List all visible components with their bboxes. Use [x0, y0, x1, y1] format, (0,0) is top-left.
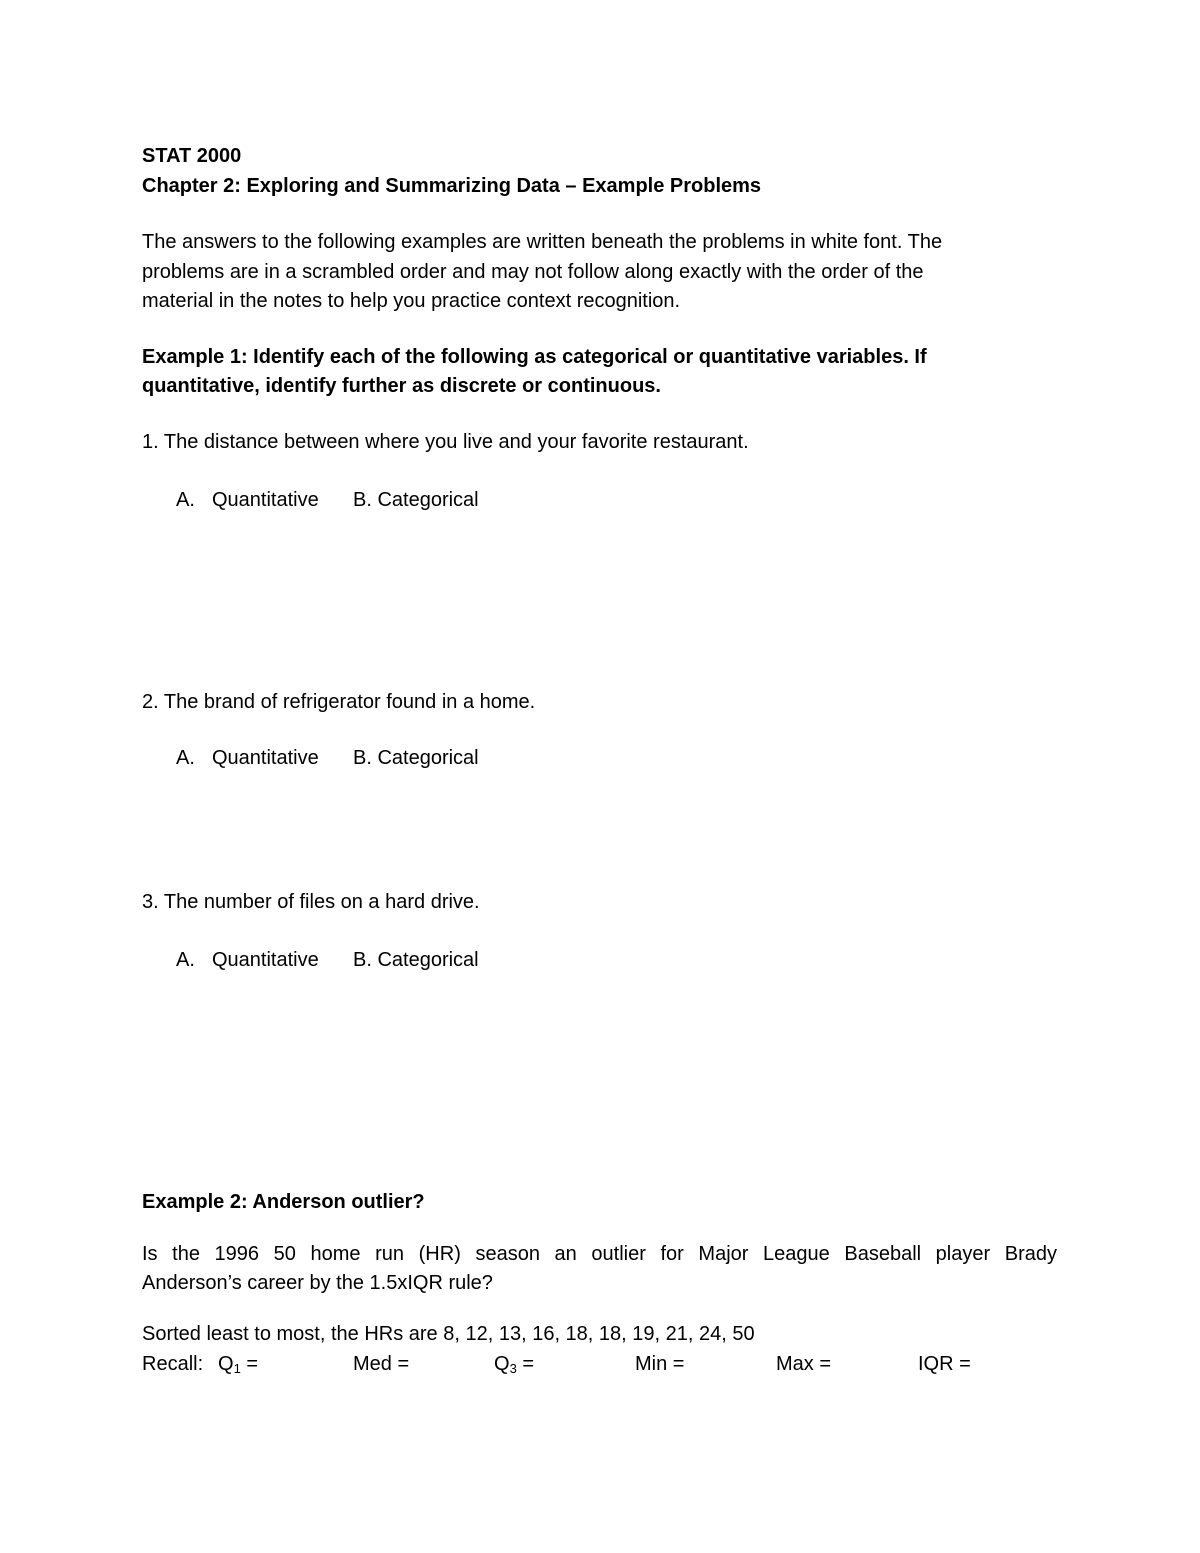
- recall-row: [142, 1349, 1062, 1379]
- question-2-choice-a: Quantitative: [212, 747, 319, 769]
- recall-q1-letter: Q: [218, 1353, 234, 1375]
- question-3-choice-a: Quantitative: [212, 949, 319, 971]
- sorted-data-line: Sorted least to most, the HRs are 8, 12, 13, 16, 18, 18, 19, 21, 24, 50: [142, 1323, 755, 1345]
- question-1-choice-b: B. Categorical: [353, 489, 479, 511]
- recall-q3-subscript: 3: [509, 1361, 517, 1376]
- example1-heading-line-1: Example 1: Identify each of the following as categorical or quantitative variables. If: [142, 346, 927, 368]
- question-2-prompt: 2. The brand of refrigerator found in a home.: [142, 691, 536, 713]
- question-3-choice-b: B. Categorical: [353, 949, 479, 971]
- question-2-choice-a-letter: A.: [176, 747, 195, 769]
- recall-q3-letter: Q: [494, 1353, 510, 1375]
- chapter-title: Chapter 2: Exploring and Summarizing Data – Example Problems: [142, 175, 762, 197]
- recall-q3-suffix: =: [516, 1353, 535, 1375]
- recall-q1-suffix: =: [240, 1353, 259, 1375]
- intro-line-1: The answers to the following examples are written beneath the problems in white font. The: [142, 231, 943, 253]
- question-1-choice-a: Quantitative: [212, 489, 319, 511]
- question-2-choice-b: B. Categorical: [353, 747, 479, 769]
- example2-question-line-2: Anderson’s career by the 1.5xIQR rule?: [142, 1272, 493, 1294]
- recall-min: Min =: [635, 1353, 685, 1375]
- recall-max: Max =: [776, 1353, 832, 1375]
- recall-label: Recall:: [142, 1353, 204, 1375]
- recall-iqr: IQR =: [918, 1353, 971, 1375]
- recall-q3: [494, 1349, 534, 1379]
- question-1-choices: [176, 485, 479, 515]
- example1-heading-line-2: quantitative, identify further as discrete or continuous.: [142, 375, 661, 397]
- course-title: STAT 2000: [142, 145, 242, 167]
- intro-line-2: problems are in a scrambled order and may not follow along exactly with the order of the: [142, 261, 924, 283]
- question-2-choices: [176, 743, 479, 773]
- example2-question-line-1: Is the 1996 50 home run (HR) season an outlier for Major League Baseball player Brady: [142, 1243, 1057, 1265]
- question-1-choice-a-letter: A.: [176, 489, 195, 511]
- recall-med: Med =: [353, 1353, 410, 1375]
- example2-heading: Example 2: Anderson outlier?: [142, 1191, 425, 1213]
- question-3-choices: [176, 945, 479, 975]
- intro-line-3: material in the notes to help you practice context recognition.: [142, 290, 681, 312]
- recall-q1-subscript: 1: [233, 1361, 241, 1376]
- question-3-prompt: 3. The number of files on a hard drive.: [142, 891, 480, 913]
- question-1-prompt: 1. The distance between where you live and your favorite restaurant.: [142, 431, 749, 453]
- recall-q1: [218, 1349, 258, 1379]
- question-3-choice-a-letter: A.: [176, 949, 195, 971]
